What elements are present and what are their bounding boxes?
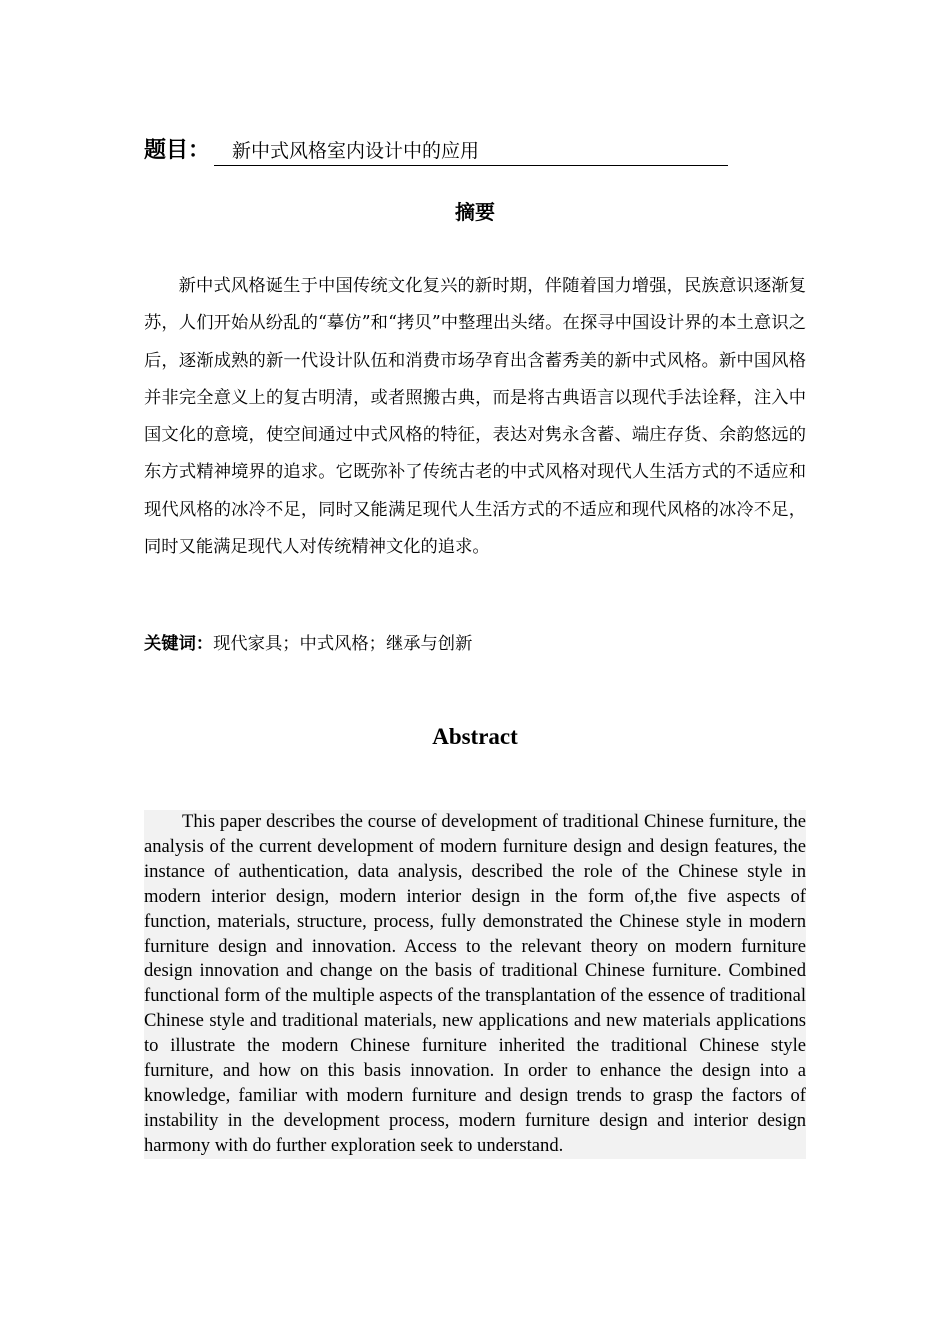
english-abstract-body: This paper describes the course of development of traditional Chinese furniture, the analysis of the current development of modern furniture design and design features, the instance of authentication, data analysis, described the role of the Chinese style in modern interior design, modern interior design in the form of,the five aspects of function, materials, structure, process, fully demonstrated the Chinese style in modern furniture design and innovation. Access to the relevant theory on modern furniture design innovation and change on the basis of traditional Chinese furniture. Combined functional form of the multiple aspects of the transplantation of the essence of traditional Chinese style and traditional materials, new applications and new materials applications to illustrate the modern Chinese furniture inherited the traditional Chinese style furniture, and how on this basis innovation. In order to enhance the design into a knowledge, familiar with modern furniture and design trends to grasp the factors of instability in the development process, modern furniture design and interior design harmony with do further exploration seek to understand.	[144, 810, 806, 1159]
title-label: 题目：	[144, 138, 211, 163]
keywords-label: 关键词：	[144, 634, 214, 654]
title-row	[144, 134, 728, 166]
chinese-abstract-body: 新中式风格诞生于中国传统文化复兴的新时期，伴随着国力增强，民族意识逐渐复苏，人们开始从纷乱的“摹仿”和“拷贝”中整理出头绪。在探寻中国设计界的本土意识之后，逐渐成熟的新一代设计队伍和消费市场孕育出含蓄秀美的新中式风格。新中国风格并非完全意义上的复古明清，或者照搬古典，而是将古典语言以现代手法诠释，注入中国文化的意境，使空间通过中式风格的特征，表达对隽永含蓄、端庄存货、余韵悠远的东方式精神境界的追求。它既弥补了传统古老的中式风格对现代人生活方式的不适应和现代风格的冰冷不足，同时又能满足现代人生活方式的不适应和现代风格的冰冷不足，同时又能满足现代人对传统精神文化的追求。	[144, 276, 806, 558]
keywords-line	[144, 630, 806, 658]
english-abstract-heading: Abstract	[432, 724, 518, 749]
chinese-abstract-heading: 摘要	[455, 200, 495, 224]
thesis-title: 新中式风格室内设计中的应用	[214, 137, 728, 166]
keywords-value: 现代家具；中式风格；继承与创新	[213, 634, 473, 654]
